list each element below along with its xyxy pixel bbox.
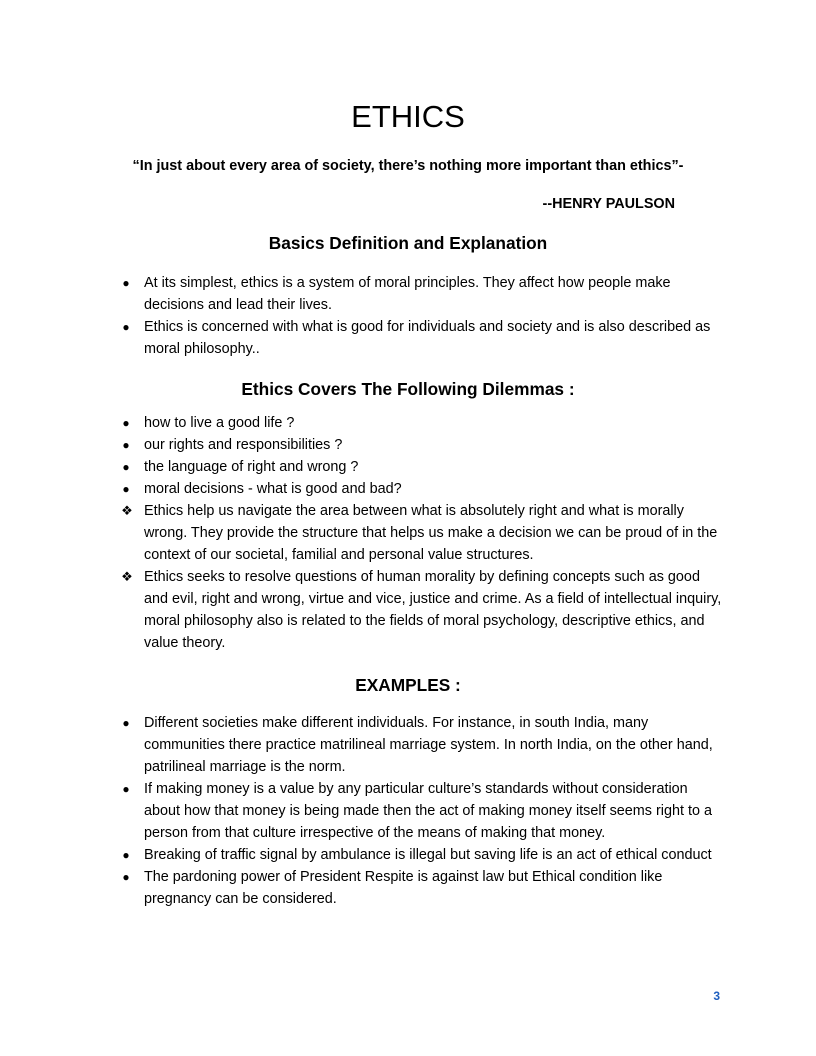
list-item — [0, 478, 816, 500]
list-item — [0, 566, 816, 654]
list-item-text: Ethics help us navigate the area between what is absolutely right and what is morally wrong. They provide the structure that helps us make a decision we can be proud of in the context of our societal, familial and personal value structures. — [144, 503, 718, 563]
quote-text: “In just about every area of society, there’s nothing more important than ethics”- — [132, 158, 684, 174]
list-item — [0, 272, 816, 316]
dilemmas-list — [0, 412, 816, 654]
bullet-dot-icon: ● — [122, 870, 130, 884]
list-item-text: Ethics is concerned with what is good for individuals and society and is also described as moral philosophy.. — [144, 319, 711, 357]
list-item — [0, 778, 816, 844]
section-heading-basics: Basics Definition and Explanation — [268, 233, 548, 253]
list-item-text: At its simplest, ethics is a system of moral principles. They affect how people make decisions and lead their lives. — [144, 275, 671, 313]
page-number: 3 — [713, 989, 720, 1003]
list-item — [0, 456, 816, 478]
bullet-dot-icon: ● — [122, 416, 130, 430]
list-item-text: If making money is a value by any particular culture’s standards without consideration about how that money is being made then the act of making money itself seems right to a person from that culture irrespective of the means of making that money. — [144, 781, 712, 841]
list-item-text: our rights and responsibilities ? — [144, 437, 343, 453]
list-item-text: Breaking of traffic signal by ambulance is illegal but saving life is an act of ethical conduct — [144, 847, 712, 863]
list-item-text: The pardoning power of President Respite is against law but Ethical condition like pregnancy can be considered. — [144, 869, 663, 907]
list-item-text: how to live a good life ? — [144, 415, 295, 431]
section-heading-examples: EXAMPLES : — [355, 675, 461, 695]
list-item-text: the language of right and wrong ? — [144, 459, 359, 475]
section-heading-dilemmas: Ethics Covers The Following Dilemmas : — [241, 379, 575, 399]
quote-author: --HENRY PAULSON — [542, 196, 675, 212]
bullet-diamond-icon: ❖ — [121, 569, 133, 584]
examples-list — [0, 712, 816, 910]
bullet-dot-icon: ● — [122, 716, 130, 730]
bullet-dot-icon: ● — [122, 438, 130, 452]
bullet-dot-icon: ● — [122, 482, 130, 496]
list-item-text: moral decisions - what is good and bad? — [144, 481, 402, 497]
list-item-text: Ethics seeks to resolve questions of human morality by defining concepts such as good and evil, right and wrong, virtue and vice, justice and crime. As a field of intellectual inquiry, moral philosophy also is related to the fields of moral psychology, descriptive ethics, and value theory. — [144, 569, 722, 651]
bullet-dot-icon: ● — [122, 276, 130, 290]
page-title: ETHICS — [351, 99, 465, 134]
bullet-dot-icon: ● — [122, 782, 130, 796]
bullet-dot-icon: ● — [122, 460, 130, 474]
list-item — [0, 844, 816, 866]
list-item — [0, 866, 816, 910]
list-item — [0, 316, 816, 360]
bullet-dot-icon: ● — [122, 320, 130, 334]
bullet-diamond-icon: ❖ — [121, 503, 133, 518]
list-item — [0, 500, 816, 566]
basics-list — [0, 272, 816, 360]
list-item-text: Different societies make different individuals. For instance, in south India, many communities there practice matrilineal marriage system. In north India, on the other hand, patrilineal marriage is the norm. — [144, 715, 713, 775]
bullet-dot-icon: ● — [122, 848, 130, 862]
list-item — [0, 412, 816, 434]
list-item — [0, 712, 816, 778]
list-item — [0, 434, 816, 456]
